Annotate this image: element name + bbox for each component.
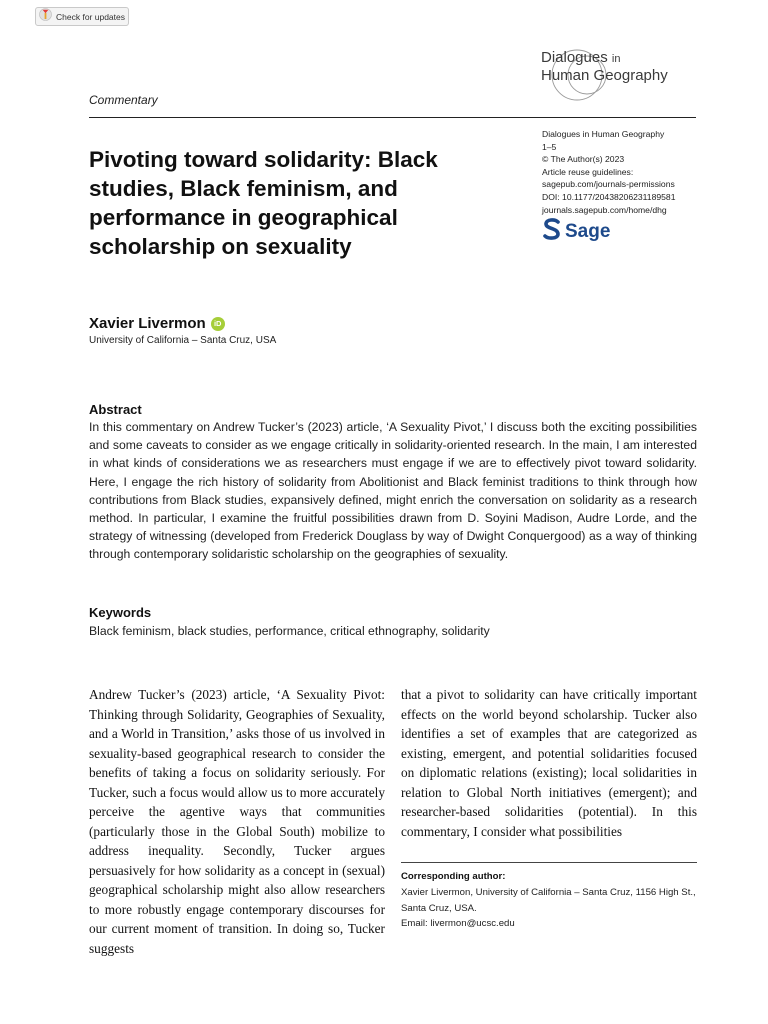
corresponding-address: Xavier Livermon, University of California – Santa Cruz, 1156 High St., Santa Cruz, USA. (401, 887, 696, 914)
publisher-logo (542, 217, 610, 246)
journal-logo (528, 40, 708, 110)
meta-reuse-label: Article reuse guidelines: (542, 166, 634, 177)
abstract-text: In this commentary on Andrew Tucker’s (2023) article, ‘A Sexuality Pivot,’ I discuss both the exciting possibilities and some caveats to consider as we engage critically in solidarity-oriented research. In the main, I am interested in what kinds of considerations we as researchers must engage if we are to effectively pivot toward solidarity. Here, I engage the rich history of solidarity from Abolitionist and Black feminist traditions to think through how contributions from Black studies, expansively defined, might enrich the conversation on solidarity as a research method. In particular, I examine the fruitful possibilities drawn from D. Soyini Madison, Audre Lorde, and the strategy of witnessing (developed from Frederick Douglass by way of Dwight Conquergood) as a way of thinking through contemporary solidaristic scholarship on the geographies of sexuality. (89, 420, 697, 562)
meta-reuse-link[interactable]: sagepub.com/journals-permissions (542, 179, 675, 190)
footnote-divider (401, 862, 697, 863)
keywords-heading: Keywords (89, 605, 152, 620)
abstract-heading: Abstract (89, 402, 142, 417)
article-metadata (542, 128, 675, 216)
article-title: Pivoting toward solidarity: Black studies, Black feminism, and performance in geographical scholarship on sexuality (89, 147, 438, 259)
meta-doi[interactable]: DOI: 10.1177/20438206231189581 (542, 191, 676, 202)
check-for-updates-label: Check for updates (56, 11, 125, 22)
logo-line-1: Dialogues in (541, 49, 621, 66)
orcid-icon[interactable]: iD (211, 317, 225, 331)
header-divider (89, 117, 696, 118)
meta-journal: Dialogues in Human Geography (542, 129, 665, 139)
publisher-name: Sage (565, 220, 611, 242)
corresponding-email[interactable]: Email: livermon@ucsc.edu (401, 918, 515, 930)
meta-copyright: © The Author(s) 2023 (542, 154, 625, 165)
corresponding-author-details (401, 885, 701, 932)
corresponding-author-heading: Corresponding author: (401, 871, 506, 882)
body-column-right: that a pivot to solidarity can have critically important effects on the world beyond scholarship. Tucker also identifies a set of examples that are categorized as existing, emergent, and potential solidarities focused on diplomatic relations (existing); local solidarities in relation to Global North initiatives (emergent); and researcher-based solidarities (potential). In this commentary, I consider what possibilities (401, 687, 697, 839)
meta-journal-link[interactable]: journals.sagepub.com/home/dhg (542, 204, 667, 215)
meta-pages: 1–5 (542, 141, 557, 152)
keywords-text: Black feminism, black studies, performance, critical ethnography, solidarity (89, 624, 490, 638)
crossmark-icon (39, 8, 52, 26)
check-for-updates-badge[interactable] (35, 7, 129, 26)
sage-s-icon (542, 217, 562, 246)
body-column-left: Andrew Tucker’s (2023) article, ‘A Sexuality Pivot: Thinking through Solidarity, Geographies of Sexuality, and a World in Transition,’ asks those of us involved in sexuality-based geographical research to consider the benefits of taking a focus on solidarity seriously. For Tucker, such a focus would allow us to more accurately perceive the agentive ways that communities (particularly those in the Global South) mobilize to address inequality. Secondly, Tucker argues persuasively for how solidarity as a concept in (sexual) geographical scholarship might also allow researchers to more robustly engage contemporary discourses for our current moment of transition. In doing so, Tucker suggests (89, 687, 385, 956)
author-affiliation: University of California – Santa Cruz, USA (89, 335, 277, 346)
logo-line-2: Human Geography (541, 67, 668, 84)
author-name: Xavier Livermon iD (89, 315, 225, 332)
article-type-label: Commentary (89, 93, 158, 107)
